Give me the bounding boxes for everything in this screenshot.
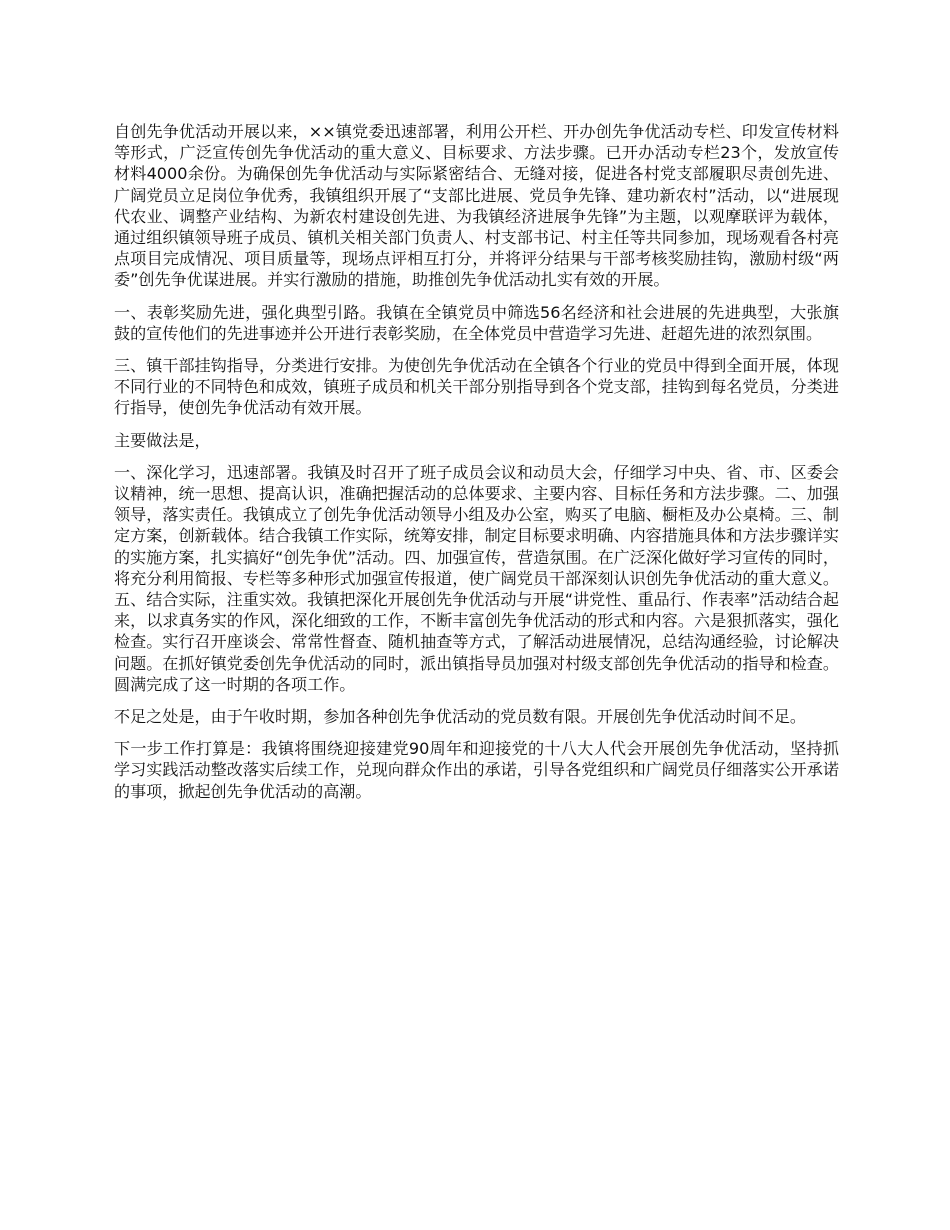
- paragraph-main-methods-heading: 主要做法是，: [114, 430, 211, 450]
- paragraph-next-steps: 下一步工作打算是：我镇将围绕迎接建党90周年和迎接党的十八大人代会开展创先争优活动，坚持抓学习实践活动整改落实后续工作，兑现向群众作出的承诺，引导各党组织和广阔党员仔细落实公开承诺的事项，掀起创先争优活动的高潮。: [114, 739, 839, 801]
- paragraph-main-methods: 一、深化学习，迅速部署。我镇及时召开了班子成员会议和动员大会，仔细学习中央、省、市、区委会议精神，统一思想、提高认识，准确把握活动的总体要求、主要内容、目标任务和方法步骤。二、加强领导，落实责任。我镇成立了创先争优活动领导小组及办公室，购买了电脑、橱柜及办公桌椅。三、制定方案，创新载体。结合我镇工作实际，统筹安排，制定目标要求明确、内容措施具体和方法步骤详实的实施方案，扎实搞好“创先争优”活动。四、加强宣传，营造氛围。在广泛深化做好学习宣传的同时，将充分利用简报、专栏等多种形式加强宣传报道，使广阔党员干部深刻认识创先争优活动的重大意义。五、结合实际，注重实效。我镇把深化开展创先争优活动与开展“讲党性、重品行、作表率”活动结合起来，以求真务实的作风，深化细致的工作，不断丰富创先争优活动的形式和内容。六是狠抓落实，强化检查。实行召开座谈会、常常性督查、随机抽查等方式，了解活动进展情况，总结沟通经验，讨论解决问题。在抓好镇党委创先争优活动的同时，派出镇指导员加强对村级支部创先争优活动的指导和检查。圆满完成了这一时期的各项工作。: [114, 462, 839, 694]
- paragraph-intro: 自创先争优活动开展以来，××镇党委迅速部署，利用公开栏、开办创先争优活动专栏、印发宣传材料等形式，广泛宣传创先争优活动的重大意义、目标要求、方法步骤。已开办活动专栏23个，发放宣传材料4000余份。为确保创先争优活动与实际紧密结合、无缝对接，促进各村党支部履职尽责创先进、广阔党员立足岗位争优秀，我镇组织开展了“支部比进展、党员争先锋、建功新农村”活动，以“进展现代农业、调整产业结构、为新农村建设创先进、为我镇经济进展争先锋”为主题，以观摩联评为载体，通过组织镇领导班子成员、镇机关相关部门负责人、村支部书记、村主任等共同参加，现场观看各村亮点项目完成情况、项目质量等，现场点评相互打分，并将评分结果与干部考核奖励挂钩，激励村级“两委”创先争优谋进展。并实行激励的措施，助推创先争优活动扎实有效的开展。: [114, 122, 839, 290]
- paragraph-shortcomings: 不足之处是，由于午收时期，参加各种创先争优活动的党员数有限。开展创先争优活动时间不足。: [114, 707, 807, 727]
- paragraph-commendation: 一、表彰奖励先进，强化典型引路。我镇在全镇党员中筛选56名经济和社会进展的先进典型，大张旗鼓的宣传他们的先进事迹并公开进行表彰奖励，在全体党员中营造学习先进、赶超先进的浓烈氛围。: [114, 302, 839, 343]
- paragraph-guidance: 三、镇干部挂钩指导，分类进行安排。为使创先争优活动在全镇各个行业的党员中得到全面开展，体现不同行业的不同特色和成效，镇班子成员和机关干部分别指导到各个党支部，挂钩到每名党员，分类进行指导，使创先争优活动有效开展。: [114, 356, 839, 418]
